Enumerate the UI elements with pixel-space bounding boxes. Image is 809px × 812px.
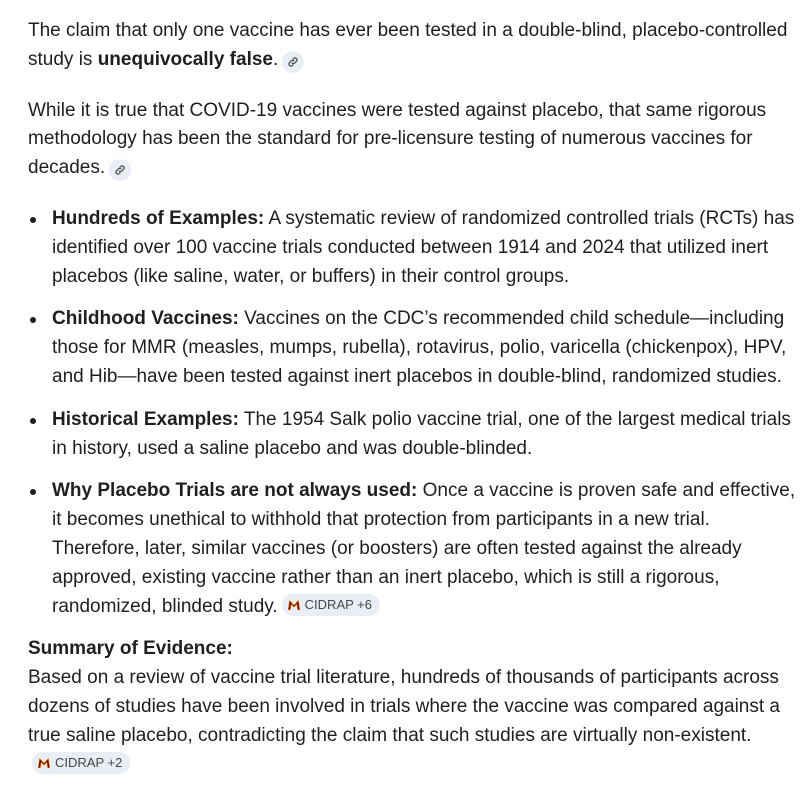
list-item-text: Vaccines on the CDC’s recommended child schedule—including those for MMR (measles, mumps, rubella), rotavirus, polio, varicella (chickenpox), HPV, and Hib—have been tested against inert placebos in double-blind, randomized studies. [52, 308, 787, 387]
list-item-text: Once a vaccine is proven safe and effective, it becomes unethical to withhold that protection from participants in a new trial. Therefore, later, similar vaccines (or boosters) are often tested against the already approved, existing vaccine rather than an inert placebo, which is still a rigorous, randomized, blinded study. [52, 480, 796, 617]
bullet-dot [30, 418, 36, 424]
list-item [28, 205, 796, 291]
intro-paragraph [28, 17, 796, 75]
evidence-list [28, 205, 796, 621]
list-item-title: Hundreds of Examples: [52, 207, 265, 229]
bullet-dot [30, 489, 36, 495]
response-content [28, 17, 796, 779]
summary-heading: Summary of Evidence: [28, 638, 233, 660]
cidrap-logo [288, 599, 300, 611]
intro-emphasis: unequivocally false [97, 48, 273, 70]
list-item [28, 305, 796, 391]
list-item-text: The 1954 Salk polio vaccine trial, one of the largest medical trials in history, used a saline placebo and was double-blinded. [52, 408, 791, 459]
cidrap-logo [38, 757, 50, 769]
list-item-title: Historical Examples: [52, 408, 239, 430]
source-chip-cidrap[interactable] [32, 752, 130, 774]
list-item [28, 477, 796, 621]
link-icon [287, 56, 299, 68]
intro-text-end: . [273, 48, 279, 70]
summary-text: Based on a review of vaccine trial literature, hundreds of thousands of participants across dozens of studies have been involved in trials where the vaccine was compared against a true saline placebo, contradicting the claim that such studies are virtually non-existent. [28, 667, 780, 746]
source-link-chip[interactable] [282, 51, 304, 73]
source-link-chip[interactable] [109, 159, 131, 181]
list-item [28, 406, 796, 464]
source-chip-label: CIDRAP +6 [304, 596, 372, 612]
bullet-dot [30, 317, 36, 323]
source-chip-label: CIDRAP +2 [55, 754, 123, 770]
context-paragraph [28, 97, 796, 183]
link-icon [114, 164, 126, 176]
list-item-title: Childhood Vaccines: [52, 308, 239, 330]
list-item-text: A systematic review of randomized controlled trials (RCTs) has identified over 100 vaccine trials conducted between 1914 and 2024 that utilized inert placebos (like saline, water, or buffers) in their control groups. [52, 207, 795, 287]
summary-paragraph [28, 664, 796, 779]
source-chip-cidrap[interactable] [282, 594, 380, 616]
list-item-title: Why Placebo Trials are not always used: [52, 480, 418, 502]
context-text: While it is true that COVID-19 vaccines were tested against placebo, that same rigorous methodology has been the standard for pre-licensure testing of numerous vaccines for decades. [28, 99, 767, 179]
bullet-dot [30, 217, 36, 223]
intro-text: The claim that only one vaccine has ever been tested in a double-blind, placebo-controlled study is [28, 20, 788, 70]
